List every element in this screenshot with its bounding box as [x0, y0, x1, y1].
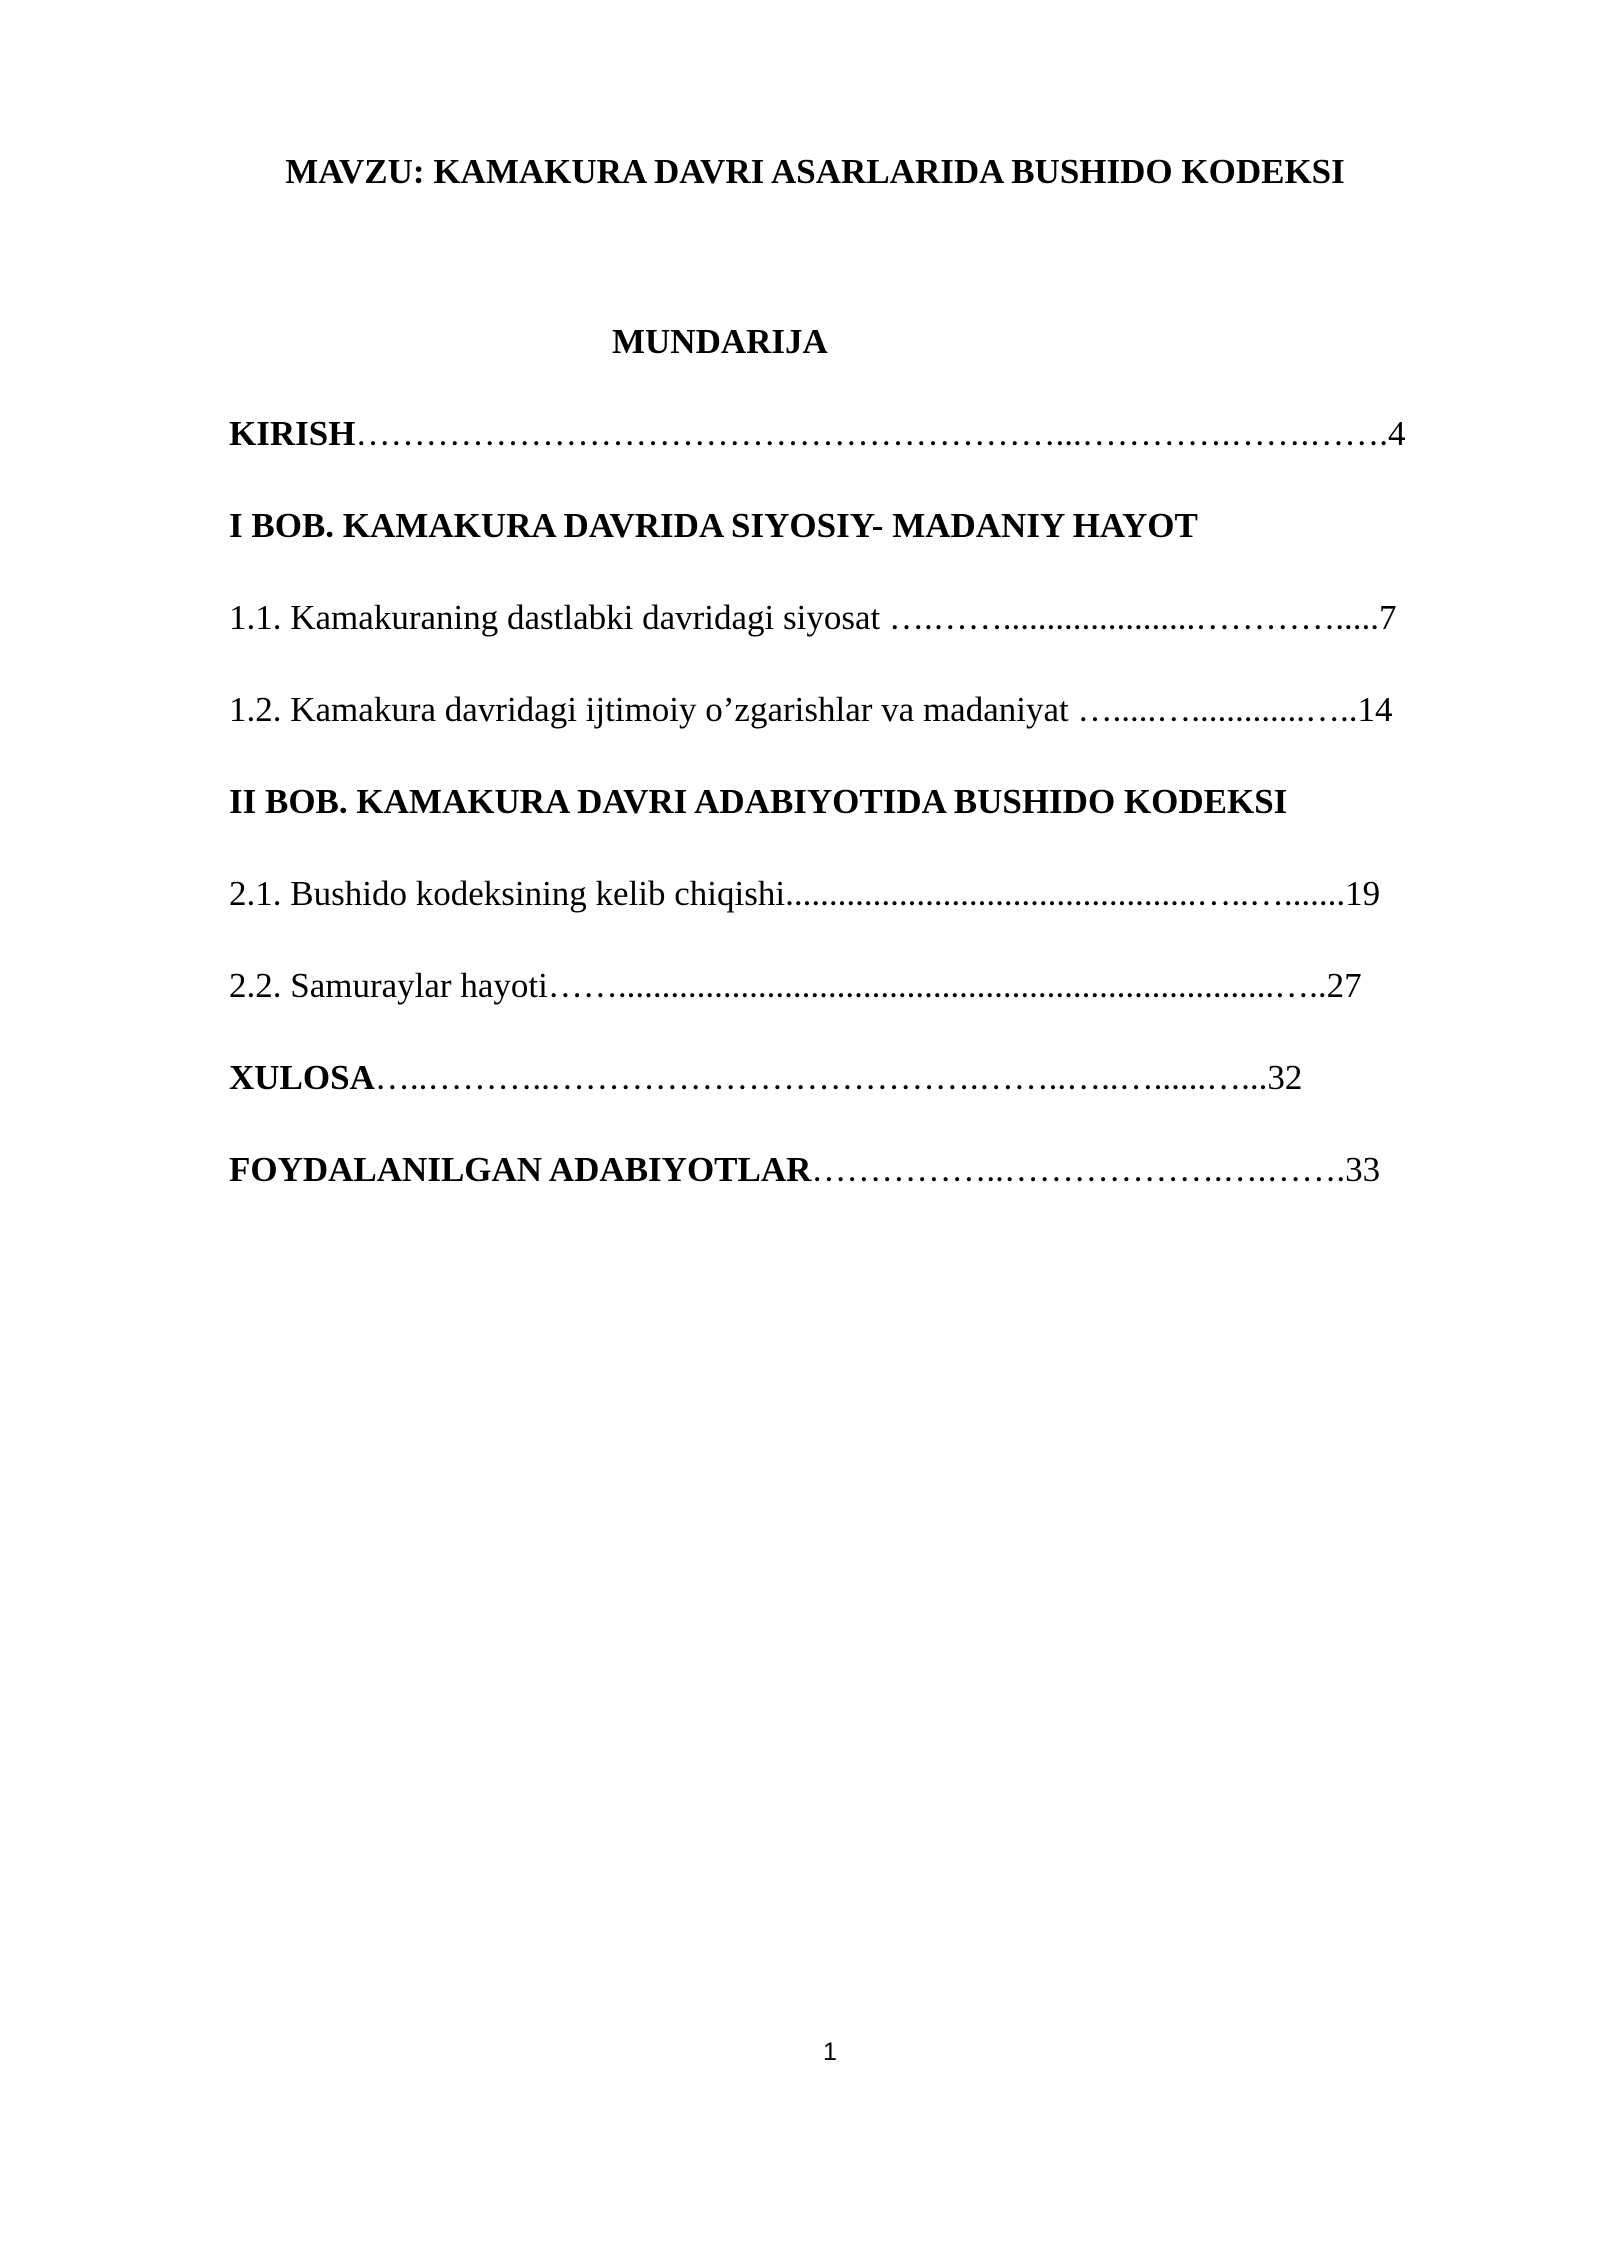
toc-dot-leader: …..………..……………………………….……..…..… — [374, 1058, 1154, 1097]
toc-page-number: .......19 — [1283, 874, 1381, 913]
toc-dot-leader: ...............................................…..… — [785, 874, 1284, 913]
toc-entry-kirish — [229, 413, 1405, 455]
toc-entry-2-2 — [229, 965, 1362, 1007]
toc-entry-label: FOYDALANILGAN ADABIYOTLAR — [229, 1150, 812, 1189]
toc-entry-chapter-1 — [229, 505, 1198, 547]
toc-entry-1-2 — [229, 689, 1392, 731]
toc-dot-leader: ….……......................………… — [889, 598, 1336, 637]
toc-page-number: ..14 — [1339, 690, 1393, 729]
toc-entry-label: XULOSA — [229, 1058, 375, 1097]
toc-heading: MUNDARIJA — [612, 322, 828, 361]
toc-entry-chapter-2 — [229, 781, 1287, 823]
toc-entry-label: 2.2. Samuraylar hayoti — [229, 966, 548, 1005]
toc-page-number: .4 — [1379, 414, 1406, 453]
toc-page-number: .....7 — [1335, 598, 1397, 637]
toc-dot-leader: ……………..……………….….… — [811, 1150, 1302, 1189]
toc-entry-label: 2.1. Bushido kodeksining kelib chiqishi — [229, 874, 786, 913]
toc-entry-label: II BOB. KAMAKURA DAVRI ADABIYOTIDA BUSHIDO KODEKSI — [229, 782, 1288, 821]
toc-page-number: ......…...32 — [1153, 1058, 1303, 1097]
toc-entry-xulosa — [229, 1057, 1302, 1099]
toc-page-number: ..27 — [1309, 966, 1362, 1005]
toc-entry-references — [229, 1149, 1380, 1191]
toc-entry-2-1 — [229, 873, 1380, 915]
toc-entry-label: KIRISH — [229, 414, 356, 453]
toc-entry-label: I BOB. KAMAKURA DAVRIDA SIYOSIY- MADANIY HAYOT — [229, 506, 1198, 545]
toc-dot-leader: ……...........................................................................… — [547, 966, 1310, 1005]
toc-page-number: ….33 — [1301, 1150, 1381, 1189]
toc-entry-label: 1.1. Kamakuraning dastlabki davridagi siyosat — [229, 598, 889, 637]
toc-entry-1-1 — [229, 597, 1397, 639]
document-title: MAVZU: KAMAKURA DAVRI ASARLARIDA BUSHIDO KODEKSI — [285, 152, 1345, 191]
toc-entry-label: 1.2. Kamakura davridagi ijtimoiy o’zgarishlar va madaniyat — [229, 690, 1078, 729]
page-number: 1 — [823, 2038, 837, 2066]
toc-dot-leader: ……………………………………………………...………….…….…… — [355, 414, 1380, 453]
toc-dot-leader: ….....….............… — [1077, 690, 1340, 729]
